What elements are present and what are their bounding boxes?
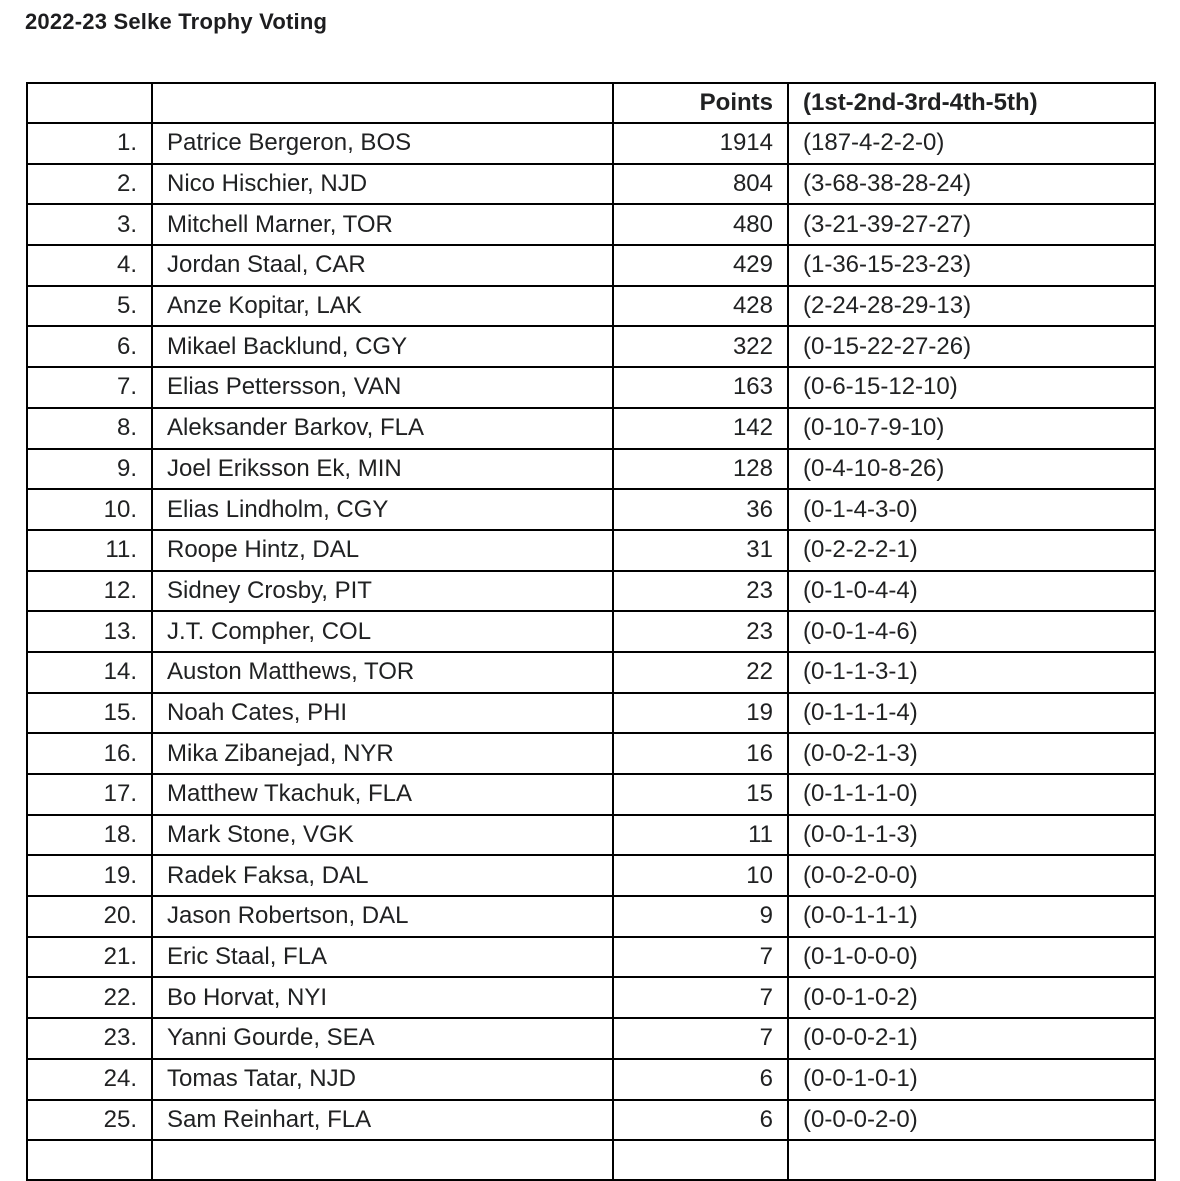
header-rank-cell	[27, 83, 152, 123]
votes-cell: (0-1-0-4-4)	[788, 571, 1155, 612]
points-cell: 19	[613, 693, 788, 734]
votes-cell	[788, 1140, 1155, 1180]
votes-cell: (0-0-2-0-0)	[788, 855, 1155, 896]
player-cell: Elias Lindholm, CGY	[152, 489, 613, 530]
votes-cell: (0-1-0-0-0)	[788, 937, 1155, 978]
player-cell: Roope Hintz, DAL	[152, 530, 613, 571]
votes-cell: (0-0-2-1-3)	[788, 733, 1155, 774]
player-cell: Tomas Tatar, NJD	[152, 1059, 613, 1100]
player-cell: Joel Eriksson Ek, MIN	[152, 449, 613, 490]
points-cell: 36	[613, 489, 788, 530]
rank-cell: 20.	[27, 896, 152, 937]
table-row	[27, 1059, 1155, 1100]
table-row	[27, 937, 1155, 978]
player-cell: Mark Stone, VGK	[152, 815, 613, 856]
votes-cell: (0-6-15-12-10)	[788, 367, 1155, 408]
player-cell: Elias Pettersson, VAN	[152, 367, 613, 408]
rank-cell: 3.	[27, 204, 152, 245]
page-title: 2022-23 Selke Trophy Voting	[25, 9, 328, 34]
player-cell	[152, 1140, 613, 1180]
points-cell: 31	[613, 530, 788, 571]
table-row	[27, 855, 1155, 896]
votes-cell: (187-4-2-2-0)	[788, 123, 1155, 164]
votes-cell: (0-4-10-8-26)	[788, 449, 1155, 490]
rank-cell: 10.	[27, 489, 152, 530]
votes-cell: (0-1-1-1-0)	[788, 774, 1155, 815]
votes-cell: (0-10-7-9-10)	[788, 408, 1155, 449]
table-row	[27, 733, 1155, 774]
votes-cell: (0-1-1-1-4)	[788, 693, 1155, 734]
rank-cell: 22.	[27, 977, 152, 1018]
rank-cell: 7.	[27, 367, 152, 408]
votes-cell: (0-0-0-2-1)	[788, 1018, 1155, 1059]
table-row	[27, 245, 1155, 286]
header-row	[27, 83, 1155, 123]
votes-cell: (2-24-28-29-13)	[788, 286, 1155, 327]
rank-cell: 25.	[27, 1100, 152, 1141]
rank-cell: 23.	[27, 1018, 152, 1059]
player-cell: Noah Cates, PHI	[152, 693, 613, 734]
player-cell: J.T. Compher, COL	[152, 611, 613, 652]
points-cell	[613, 1140, 788, 1180]
votes-cell: (1-36-15-23-23)	[788, 245, 1155, 286]
player-cell: Jordan Staal, CAR	[152, 245, 613, 286]
player-cell: Patrice Bergeron, BOS	[152, 123, 613, 164]
table-row	[27, 367, 1155, 408]
rank-cell: 16.	[27, 733, 152, 774]
player-cell: Auston Matthews, TOR	[152, 652, 613, 693]
rank-cell	[27, 1140, 152, 1180]
player-cell: Anze Kopitar, LAK	[152, 286, 613, 327]
player-cell: Sam Reinhart, FLA	[152, 1100, 613, 1141]
rank-cell: 4.	[27, 245, 152, 286]
votes-cell: (0-2-2-2-1)	[788, 530, 1155, 571]
table-row	[27, 164, 1155, 205]
votes-cell: (0-1-1-3-1)	[788, 652, 1155, 693]
rank-cell: 9.	[27, 449, 152, 490]
voting-table-body	[27, 123, 1155, 1140]
rank-cell: 15.	[27, 693, 152, 734]
rank-cell: 11.	[27, 530, 152, 571]
rank-cell: 21.	[27, 937, 152, 978]
rank-cell: 13.	[27, 611, 152, 652]
points-cell: 10	[613, 855, 788, 896]
table-row	[27, 774, 1155, 815]
rank-cell: 8.	[27, 408, 152, 449]
votes-cell: (0-0-1-1-1)	[788, 896, 1155, 937]
rank-cell: 6.	[27, 326, 152, 367]
rank-cell: 14.	[27, 652, 152, 693]
partial-next-row	[27, 1140, 1155, 1180]
points-cell: 6	[613, 1059, 788, 1100]
rank-cell: 24.	[27, 1059, 152, 1100]
points-cell: 11	[613, 815, 788, 856]
player-cell: Jason Robertson, DAL	[152, 896, 613, 937]
player-cell: Radek Faksa, DAL	[152, 855, 613, 896]
player-cell: Nico Hischier, NJD	[152, 164, 613, 205]
table-row	[27, 286, 1155, 327]
header-points-cell: Points	[613, 83, 788, 123]
table-row	[27, 611, 1155, 652]
votes-cell: (0-0-1-4-6)	[788, 611, 1155, 652]
points-cell: 6	[613, 1100, 788, 1141]
player-cell: Sidney Crosby, PIT	[152, 571, 613, 612]
rank-cell: 5.	[27, 286, 152, 327]
player-cell: Matthew Tkachuk, FLA	[152, 774, 613, 815]
table-row	[27, 530, 1155, 571]
player-cell: Mitchell Marner, TOR	[152, 204, 613, 245]
points-cell: 142	[613, 408, 788, 449]
points-cell: 7	[613, 937, 788, 978]
table-row	[27, 693, 1155, 734]
table-row	[27, 815, 1155, 856]
points-cell: 1914	[613, 123, 788, 164]
player-cell: Mika Zibanejad, NYR	[152, 733, 613, 774]
rank-cell: 1.	[27, 123, 152, 164]
table-row	[27, 1018, 1155, 1059]
points-cell: 163	[613, 367, 788, 408]
votes-cell: (0-1-4-3-0)	[788, 489, 1155, 530]
rank-cell: 12.	[27, 571, 152, 612]
header-votes-cell: (1st-2nd-3rd-4th-5th)	[788, 83, 1155, 123]
points-cell: 480	[613, 204, 788, 245]
table-row	[27, 1100, 1155, 1141]
votes-cell: (3-68-38-28-24)	[788, 164, 1155, 205]
points-cell: 128	[613, 449, 788, 490]
rank-cell: 17.	[27, 774, 152, 815]
table-row	[27, 408, 1155, 449]
votes-cell: (0-0-1-0-1)	[788, 1059, 1155, 1100]
voting-table	[26, 82, 1156, 1181]
points-cell: 22	[613, 652, 788, 693]
points-cell: 7	[613, 1018, 788, 1059]
points-cell: 429	[613, 245, 788, 286]
header-player-cell	[152, 83, 613, 123]
votes-cell: (0-0-1-0-2)	[788, 977, 1155, 1018]
table-row	[27, 449, 1155, 490]
points-cell: 15	[613, 774, 788, 815]
player-cell: Yanni Gourde, SEA	[152, 1018, 613, 1059]
table-row	[27, 123, 1155, 164]
table-row	[27, 571, 1155, 612]
votes-cell: (3-21-39-27-27)	[788, 204, 1155, 245]
points-cell: 16	[613, 733, 788, 774]
rank-cell: 18.	[27, 815, 152, 856]
player-cell: Mikael Backlund, CGY	[152, 326, 613, 367]
votes-cell: (0-15-22-27-26)	[788, 326, 1155, 367]
table-row	[27, 896, 1155, 937]
points-cell: 7	[613, 977, 788, 1018]
votes-cell: (0-0-0-2-0)	[788, 1100, 1155, 1141]
points-cell: 804	[613, 164, 788, 205]
player-cell: Eric Staal, FLA	[152, 937, 613, 978]
rank-cell: 2.	[27, 164, 152, 205]
points-cell: 9	[613, 896, 788, 937]
player-cell: Bo Horvat, NYI	[152, 977, 613, 1018]
table-row	[27, 977, 1155, 1018]
player-cell: Aleksander Barkov, FLA	[152, 408, 613, 449]
votes-cell: (0-0-1-1-3)	[788, 815, 1155, 856]
points-cell: 23	[613, 571, 788, 612]
table-row	[27, 652, 1155, 693]
points-cell: 23	[613, 611, 788, 652]
points-cell: 428	[613, 286, 788, 327]
table-row	[27, 326, 1155, 367]
points-cell: 322	[613, 326, 788, 367]
table-row	[27, 204, 1155, 245]
rank-cell: 19.	[27, 855, 152, 896]
table-row	[27, 489, 1155, 530]
